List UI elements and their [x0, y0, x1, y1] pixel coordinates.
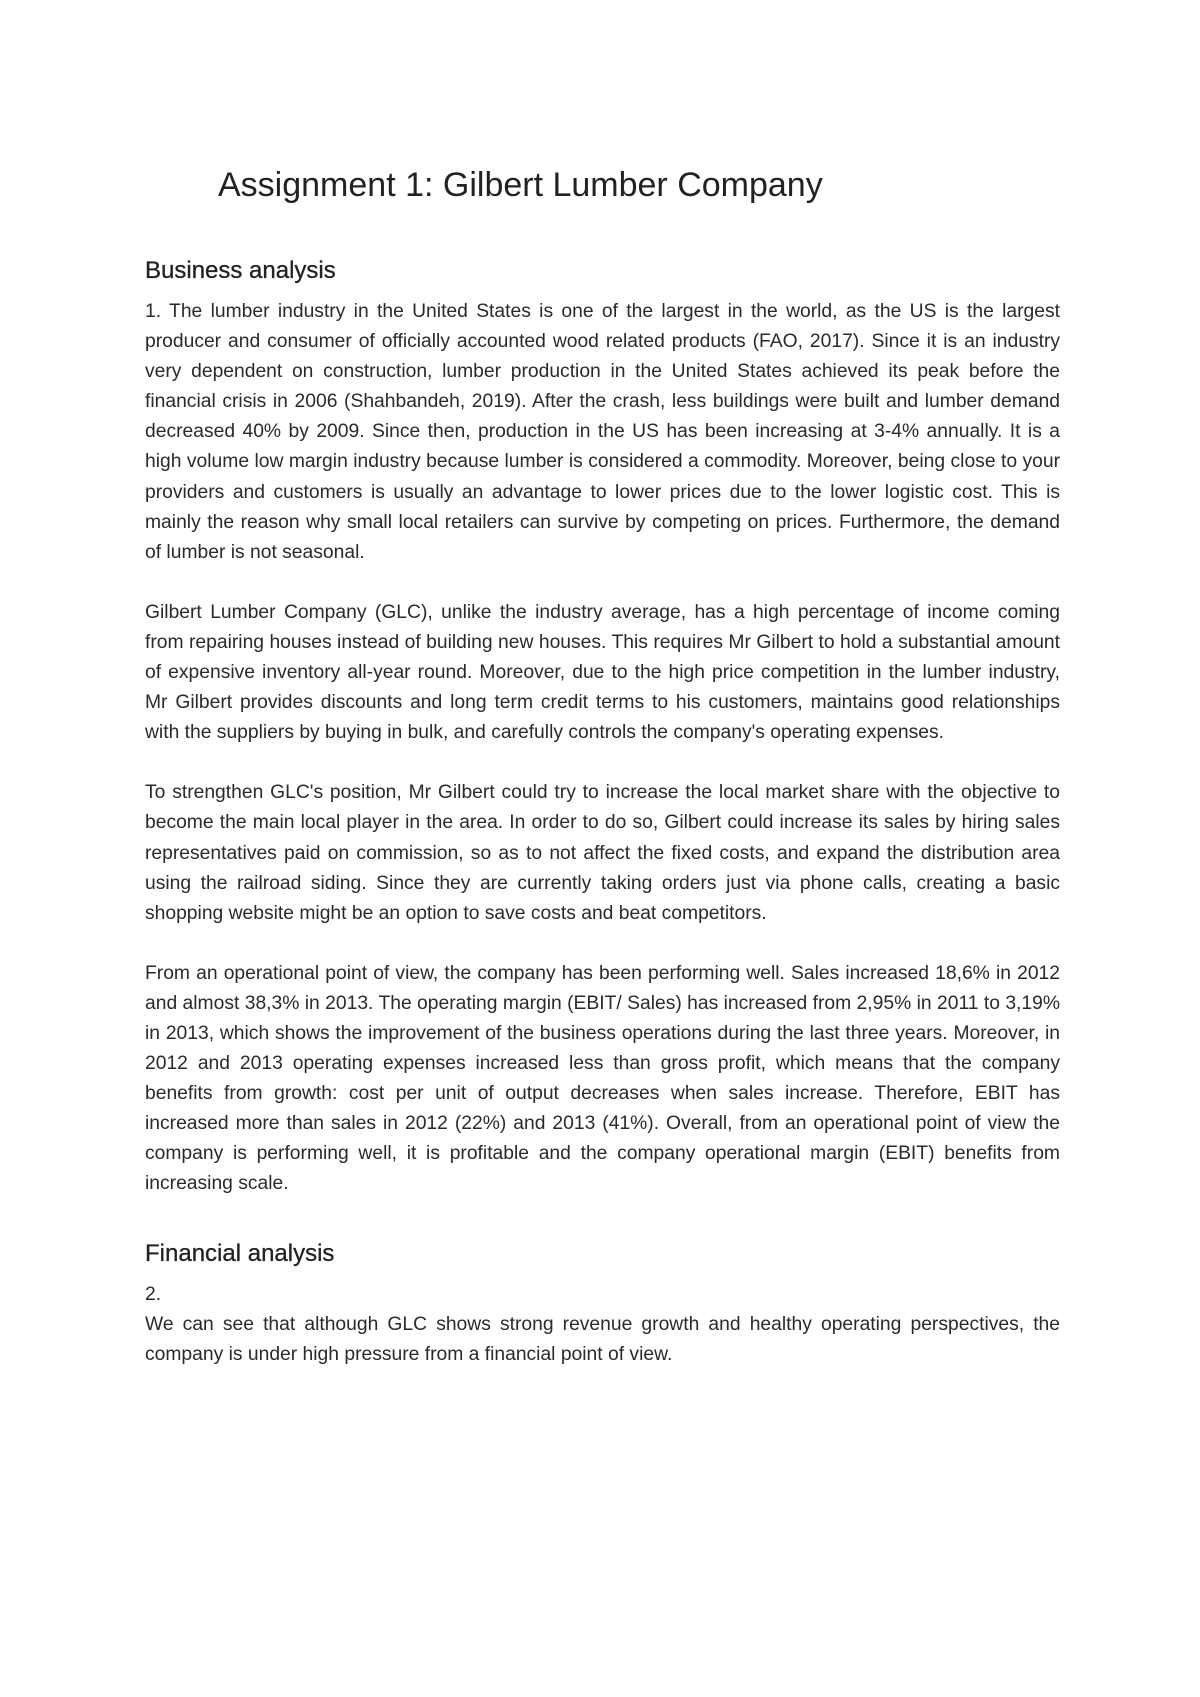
financial-paragraph-1: We can see that although GLC shows strong revenue growth and healthy operating perspectives, the company is under high pressure from a financial point of view. [145, 1313, 1060, 1365]
business-analysis-heading: Business analysis [145, 257, 336, 284]
document-title: Assignment 1: Gilbert Lumber Company [218, 166, 823, 204]
business-paragraph-4: From an operational point of view, the company has been performing well. Sales increased 18,6% in 2012 and almost 38,3% in 2013. The operating margin (EBIT/ Sales) has increased from 2,95% in 2011 to 3,19% in 2013, which shows the improvement of the business operations during the last three years. Moreover, in 2012 and 2013 operating expenses increased less than gross profit, which means that the company benefits from growth: cost per unit of output decreases when sales increase. Therefore, EBIT has increased more than sales in 2012 (22%) and 2013 (41%). Overall, from an operational point of view the company is performing well, it is profitable and the company operational margin (EBIT) benefits from increasing scale. [145, 962, 1060, 1195]
financial-item-number: 2. [145, 1283, 162, 1305]
business-paragraph-3: To strengthen GLC's position, Mr Gilbert could try to increase the local market share with the objective to become the main local player in the area. In order to do so, Gilbert could increase its sales by hiring sales representatives paid on commission, so as to not affect the fixed costs, and expand the distribution area using the railroad siding. Since they are currently taking orders just via phone calls, creating a basic shopping website might be an option to save costs and beat competitors. [145, 782, 1060, 924]
financial-analysis-heading: Financial analysis [145, 1239, 335, 1267]
business-paragraph-1: 1. The lumber industry in the United States is one of the largest in the world, as the US is the largest producer and consumer of officially accounted wood related products (FAO, 2017). Since it is an industry very dependent on construction, lumber production in the United States achieved its peak before the financial crisis in 2006 (Shahbandeh, 2019). After the crash, less buildings were built and lumber demand decreased 40% by 2009. Since then, production in the US has been increasing at 3-4% annually. It is a high volume low margin industry because lumber is considered a commodity. Moreover, being close to your providers and customers is usually an advantage to lower prices due to the lower logistic cost. This is mainly the reason why small local retailers can survive by competing on prices. Furthermore, the demand of lumber is not seasonal. [145, 301, 1060, 563]
business-paragraph-2: Gilbert Lumber Company (GLC), unlike the industry average, has a high percentage of income coming from repairing houses instead of building new houses. This requires Mr Gilbert to hold a substantial amount of expensive inventory all-year round. Moreover, due to the high price competition in the lumber industry, Mr Gilbert provides discounts and long term credit terms to his customers, maintains good relationships with the suppliers by buying in bulk, and carefully controls the company's operating expenses. [145, 601, 1060, 744]
document-body [145, 255, 1060, 1370]
